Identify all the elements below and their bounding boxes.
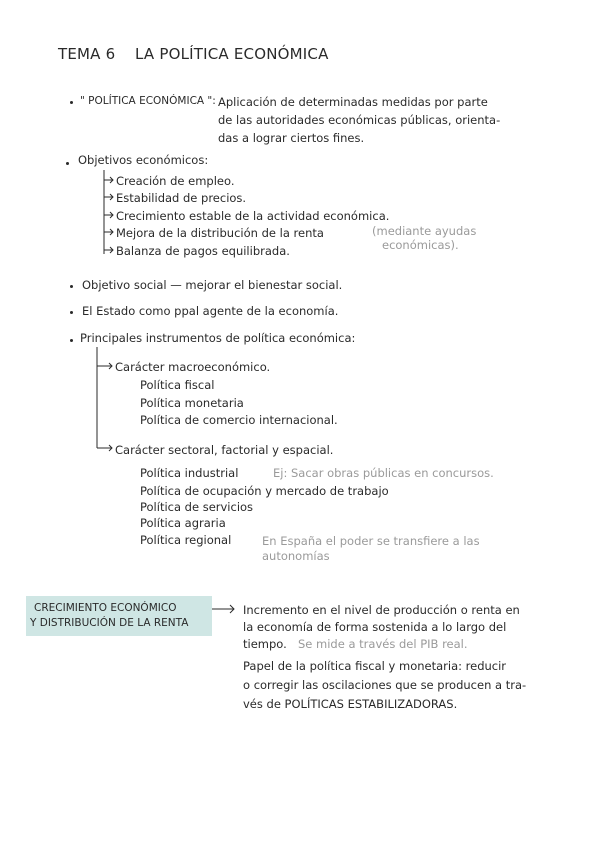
social-objective: Objetivo social — mejorar el bienestar social. — [82, 278, 343, 292]
pib-note: Se mide a través del PIB real. — [298, 637, 468, 651]
growth-def-line-2: la economía de forma sostenida a lo largo del — [243, 620, 507, 634]
objectives-side-note-1: (mediante ayudas — [372, 224, 477, 238]
sectoral-item: Política regional — [140, 533, 232, 547]
definition-line-1: Aplicación de determinadas medidas por parte — [218, 95, 488, 109]
macro-item: Política fiscal — [140, 378, 215, 392]
objective-item: Creación de empleo. — [116, 174, 235, 188]
objectives-heading: Objetivos económicos: — [78, 153, 209, 167]
bullet-dot — [66, 162, 69, 165]
growth-label-line-2: Y DISTRIBUCIÓN DE LA RENTA — [30, 617, 189, 629]
macro-item: Política de comercio internacional. — [140, 413, 338, 427]
objective-item: Crecimiento estable de la actividad económica. — [116, 209, 390, 223]
growth-label-line-1: CRECIMIENTO ECONÓMICO — [34, 602, 177, 614]
growth-role-line-2: o corregir las oscilaciones que se producen a tra- — [243, 678, 527, 692]
sectoral-item: Política de servicios — [140, 500, 254, 514]
macro-heading: Carácter macroeconómico. — [115, 360, 271, 374]
instruments-heading: Principales instrumentos de política económica: — [80, 331, 356, 345]
regional-note-1: En España el poder se transfiere a las — [262, 534, 480, 548]
objective-item: Balanza de pagos equilibrada. — [116, 244, 290, 258]
sectoral-item: Política agraria — [140, 516, 226, 530]
sectoral-item: Política industrial — [140, 466, 239, 480]
bullet-dot — [70, 285, 73, 288]
objective-item: Mejora de la distribución de la renta — [116, 226, 324, 240]
macro-item: Política monetaria — [140, 396, 244, 410]
bullet-dot — [70, 101, 73, 104]
estado-agente: El Estado como ppal agente de la economía. — [82, 304, 339, 318]
growth-role-line-3: vés de POLÍTICAS ESTABILIZADORAS. — [243, 697, 458, 711]
regional-note-2: autonomías — [262, 549, 330, 563]
objective-item: Estabilidad de precios. — [116, 191, 247, 205]
objectives-side-note-2: económicas). — [382, 238, 459, 252]
definition-line-3: das a lograr ciertos fines. — [218, 131, 365, 145]
growth-def-line-3: tiempo. — [243, 637, 287, 651]
sectoral-item: Política de ocupación y mercado de trabajo — [140, 484, 389, 498]
industrial-note: Ej: Sacar obras públicas en concursos. — [273, 466, 494, 480]
bullet-dot — [70, 311, 73, 314]
definition-line-2: de las autoridades económicas públicas, orienta- — [218, 113, 501, 127]
definition-term: " POLÍTICA ECONÓMICA ": — [80, 95, 216, 107]
page-title: LA POLÍTICA ECONÓMICA — [135, 45, 329, 63]
bullet-dot — [70, 339, 73, 342]
growth-role-line-1: Papel de la política fiscal y monetaria: reducir — [243, 659, 507, 673]
sectoral-heading: Carácter sectoral, factorial y espacial. — [115, 443, 334, 457]
growth-def-line-1: Incremento en el nivel de producción o renta en — [243, 603, 520, 617]
tema-number: TEMA 6 — [58, 45, 116, 63]
